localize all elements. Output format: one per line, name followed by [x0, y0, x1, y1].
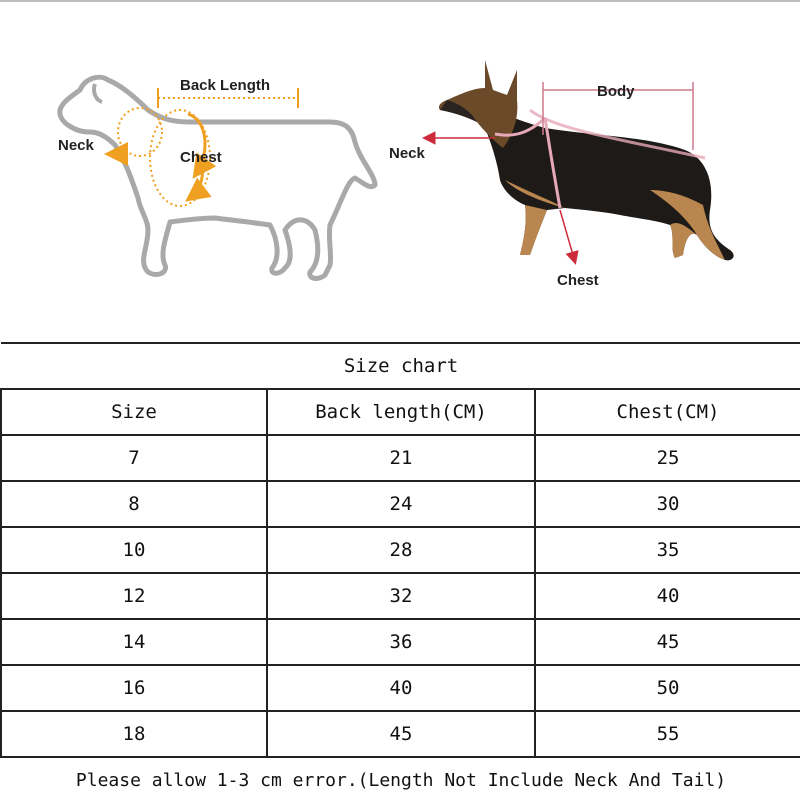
- table-row: [1, 573, 800, 619]
- table-row: [1, 711, 800, 757]
- cell-size: 18: [1, 711, 267, 757]
- cell-size: 7: [1, 435, 267, 481]
- cell-size: 16: [1, 665, 267, 711]
- outline-dog-diagram: [30, 50, 400, 370]
- cell-back-length: 40: [267, 665, 535, 711]
- cell-back-length: 45: [267, 711, 535, 757]
- size-chart-title: Size chart: [1, 343, 800, 389]
- label-chest-left: Chest: [180, 149, 222, 166]
- cell-chest: 55: [535, 711, 800, 757]
- table-row: [1, 527, 800, 573]
- header-back-length: Back length(CM): [267, 389, 535, 435]
- outline-dog-silhouette: [60, 77, 375, 278]
- cell-back-length: 24: [267, 481, 535, 527]
- cell-chest: 25: [535, 435, 800, 481]
- header-size: Size: [1, 389, 267, 435]
- note-row: [1, 757, 800, 802]
- label-neck-left: Neck: [58, 137, 94, 154]
- table-row: [1, 619, 800, 665]
- header-row: [1, 389, 800, 435]
- table-row: [1, 435, 800, 481]
- shepherd-dog-diagram: [385, 40, 775, 320]
- cell-back-length: 36: [267, 619, 535, 665]
- label-chest-right: Chest: [557, 272, 599, 289]
- cell-back-length: 28: [267, 527, 535, 573]
- label-back-length: Back Length: [180, 77, 271, 94]
- header-chest: Chest(CM): [535, 389, 800, 435]
- cell-size: 12: [1, 573, 267, 619]
- cell-chest: 35: [535, 527, 800, 573]
- cell-chest: 40: [535, 573, 800, 619]
- cell-chest: 30: [535, 481, 800, 527]
- label-neck-right: Neck: [389, 145, 425, 162]
- cell-size: 8: [1, 481, 267, 527]
- label-body: Body: [597, 83, 635, 100]
- cell-back-length: 32: [267, 573, 535, 619]
- table-row: [1, 481, 800, 527]
- cell-chest: 50: [535, 665, 800, 711]
- error-note: Please allow 1-3 cm error.(Length Not Include Neck And Tail): [1, 757, 800, 802]
- cell-size: 14: [1, 619, 267, 665]
- cell-chest: 45: [535, 619, 800, 665]
- cell-back-length: 21: [267, 435, 535, 481]
- size-chart-table: [0, 342, 800, 802]
- table-row: [1, 665, 800, 711]
- cell-size: 10: [1, 527, 267, 573]
- illustration-area: [0, 0, 800, 340]
- size-chart-title-row: [1, 343, 800, 389]
